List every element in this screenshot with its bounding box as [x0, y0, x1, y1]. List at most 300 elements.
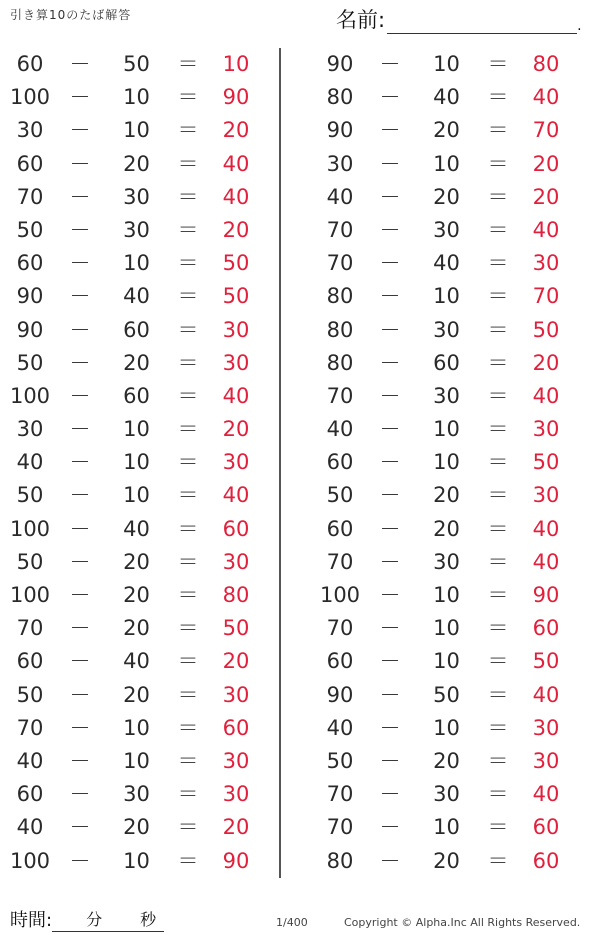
- answer: 10: [222, 52, 250, 76]
- problem-row: [5, 679, 280, 712]
- equals-sign: ＝: [177, 383, 199, 408]
- minuend: 60: [16, 649, 44, 674]
- problem-row: [5, 745, 280, 778]
- problem-row: [315, 380, 590, 413]
- equals-sign: ＝: [487, 848, 509, 873]
- name-field: [336, 4, 582, 34]
- problem-row: [5, 645, 280, 678]
- subtrahend: 10: [433, 284, 460, 309]
- equals-sign: ＝: [177, 284, 199, 309]
- answer: 30: [532, 715, 560, 740]
- equals-sign: ＝: [487, 417, 509, 442]
- minuend: 100: [9, 85, 51, 110]
- page-number: 1/400: [276, 916, 308, 929]
- equals-sign: ＝: [487, 815, 509, 840]
- equals-sign: ＝: [177, 815, 199, 840]
- problem-row: [315, 546, 590, 579]
- minuend: 60: [326, 516, 354, 541]
- name-blank-line: [387, 13, 577, 34]
- minuend: 70: [16, 616, 44, 641]
- time-field: [10, 906, 164, 932]
- problem-row: [5, 778, 280, 811]
- answer: 60: [532, 848, 560, 873]
- subtrahend: 50: [433, 682, 460, 707]
- equals-sign: ＝: [487, 284, 509, 309]
- subtrahend: 20: [123, 549, 150, 574]
- subtrahend: 20: [123, 682, 150, 707]
- subtrahend: 10: [433, 815, 460, 840]
- minus-sign: －: [379, 782, 401, 807]
- equals-sign: ＝: [177, 748, 199, 773]
- equals-sign: ＝: [487, 450, 509, 475]
- minuend: 100: [9, 583, 51, 607]
- problem-row: [315, 347, 590, 380]
- minus-sign: －: [379, 715, 401, 740]
- answer: 30: [222, 748, 250, 773]
- problem-row: [315, 645, 590, 678]
- problem-row: [315, 181, 590, 214]
- answer: 50: [222, 284, 250, 309]
- minus-sign: －: [69, 251, 91, 276]
- answer: 90: [222, 848, 250, 873]
- subtrahend: 10: [123, 417, 150, 442]
- problem-row: [5, 579, 280, 612]
- subtrahend: 20: [123, 350, 150, 375]
- minuend: 40: [16, 815, 44, 840]
- answer: 90: [532, 583, 560, 607]
- answer: 40: [222, 483, 250, 508]
- equals-sign: ＝: [487, 350, 509, 375]
- problem-row: [5, 845, 280, 878]
- problem-row: [315, 612, 590, 645]
- minuend: 60: [16, 52, 44, 76]
- equals-sign: ＝: [487, 782, 509, 807]
- equals-sign: ＝: [177, 217, 199, 242]
- minuend: 50: [326, 748, 354, 773]
- equals-sign: ＝: [487, 616, 509, 641]
- problem-row: [315, 280, 590, 313]
- subtrahend: 30: [123, 184, 150, 209]
- minus-sign: －: [69, 782, 91, 807]
- minus-sign: －: [379, 184, 401, 209]
- equals-sign: ＝: [487, 217, 509, 242]
- problem-row: [5, 413, 280, 446]
- minuend: 40: [16, 450, 44, 475]
- subtrahend: 20: [123, 815, 150, 840]
- seconds-label: 秒: [140, 910, 157, 929]
- equals-sign: ＝: [487, 383, 509, 408]
- answer: 40: [222, 383, 250, 408]
- minus-sign: －: [379, 118, 401, 143]
- problem-row: [5, 114, 280, 147]
- minuend: 100: [9, 516, 51, 541]
- minuend: 40: [326, 417, 354, 442]
- subtrahend: 60: [123, 383, 150, 408]
- minus-sign: －: [69, 383, 91, 408]
- minus-sign: －: [379, 383, 401, 408]
- problem-row: [315, 712, 590, 745]
- subtrahend: 10: [433, 616, 460, 641]
- answer: 30: [532, 251, 560, 276]
- answer: 30: [222, 450, 250, 475]
- minuend: 50: [16, 217, 44, 242]
- minus-sign: －: [69, 516, 91, 541]
- problem-row: [315, 114, 590, 147]
- problem-row: [5, 446, 280, 479]
- copyright-notice: Copyright © Alpha.Inc All Rights Reserved.: [344, 916, 581, 929]
- problem-row: [5, 247, 280, 280]
- problem-row: [315, 811, 590, 844]
- problem-row: [5, 546, 280, 579]
- minus-sign: －: [69, 118, 91, 143]
- equals-sign: ＝: [487, 85, 509, 110]
- answer: 60: [532, 815, 560, 840]
- subtrahend: 30: [433, 549, 460, 574]
- minuend: 90: [326, 682, 354, 707]
- minus-sign: －: [379, 151, 401, 176]
- subtrahend: 30: [433, 317, 460, 342]
- minus-sign: －: [69, 284, 91, 309]
- equals-sign: ＝: [487, 748, 509, 773]
- answer: 40: [532, 682, 560, 707]
- minutes-label: 分: [86, 910, 103, 929]
- subtrahend: 20: [433, 184, 460, 209]
- equals-sign: ＝: [177, 682, 199, 707]
- problem-row: [315, 513, 590, 546]
- answer: 50: [532, 649, 560, 674]
- minus-sign: －: [69, 549, 91, 574]
- subtrahend: 20: [433, 118, 460, 143]
- answer: 40: [222, 184, 250, 209]
- answer: 90: [222, 85, 250, 110]
- equals-sign: ＝: [177, 151, 199, 176]
- equals-sign: ＝: [487, 151, 509, 176]
- problem-row: [5, 181, 280, 214]
- minus-sign: －: [69, 450, 91, 475]
- time-label: 時間:: [10, 910, 53, 931]
- time-blank-line: [52, 911, 164, 932]
- minus-sign: －: [69, 483, 91, 508]
- answer: 40: [222, 151, 250, 176]
- answer: 80: [532, 52, 560, 76]
- problem-row: [5, 479, 280, 512]
- minus-sign: －: [69, 350, 91, 375]
- minus-sign: －: [379, 284, 401, 309]
- minuend: 50: [16, 483, 44, 508]
- answer: 50: [222, 616, 250, 641]
- problem-row: [315, 81, 590, 114]
- minuend: 80: [326, 848, 354, 873]
- answer: 20: [222, 417, 250, 442]
- minus-sign: －: [379, 450, 401, 475]
- answer: 40: [532, 217, 560, 242]
- minuend: 80: [326, 350, 354, 375]
- problem-row: [315, 845, 590, 878]
- subtrahend: 20: [123, 583, 150, 607]
- subtrahend: 30: [433, 383, 460, 408]
- minuend: 70: [16, 715, 44, 740]
- answer: 30: [222, 782, 250, 807]
- minus-sign: －: [69, 748, 91, 773]
- minus-sign: －: [379, 85, 401, 110]
- answer: 40: [532, 516, 560, 541]
- minus-sign: －: [379, 251, 401, 276]
- subtrahend: 20: [433, 848, 460, 873]
- subtrahend: 60: [433, 350, 460, 375]
- problem-row: [5, 314, 280, 347]
- minuend: 90: [16, 284, 44, 309]
- minus-sign: －: [69, 583, 91, 607]
- minus-sign: －: [379, 649, 401, 674]
- subtrahend: 10: [123, 483, 150, 508]
- equals-sign: ＝: [177, 118, 199, 143]
- problem-row: [315, 745, 590, 778]
- answer: 50: [532, 317, 560, 342]
- answer: 70: [532, 284, 560, 309]
- minuend: 90: [16, 317, 44, 342]
- problem-row: [315, 579, 590, 612]
- minuend: 70: [326, 549, 354, 574]
- minuend: 70: [326, 217, 354, 242]
- subtrahend: 30: [433, 782, 460, 807]
- minus-sign: －: [69, 848, 91, 873]
- left-problem-column: [5, 48, 280, 878]
- problem-row: [5, 811, 280, 844]
- problem-row: [5, 380, 280, 413]
- answer: 30: [222, 317, 250, 342]
- subtrahend: 10: [123, 118, 150, 143]
- equals-sign: ＝: [487, 184, 509, 209]
- problem-row: [315, 778, 590, 811]
- minus-sign: －: [69, 85, 91, 110]
- equals-sign: ＝: [177, 649, 199, 674]
- minus-sign: －: [69, 682, 91, 707]
- subtrahend: 50: [123, 52, 150, 76]
- equals-sign: ＝: [177, 85, 199, 110]
- problem-row: [5, 81, 280, 114]
- problem-row: [315, 314, 590, 347]
- answer: 60: [532, 616, 560, 641]
- minus-sign: －: [69, 317, 91, 342]
- minuend: 100: [319, 583, 361, 607]
- subtrahend: 10: [123, 85, 150, 110]
- subtrahend: 20: [123, 616, 150, 641]
- problem-row: [315, 247, 590, 280]
- name-end-dot: .: [577, 18, 582, 34]
- minus-sign: －: [69, 184, 91, 209]
- minuend: 70: [326, 782, 354, 807]
- subtrahend: 10: [433, 649, 460, 674]
- answer: 50: [222, 251, 250, 276]
- subtrahend: 10: [123, 748, 150, 773]
- minuend: 30: [16, 118, 44, 143]
- answer: 20: [532, 184, 560, 209]
- subtrahend: 10: [433, 52, 460, 76]
- subtrahend: 30: [123, 782, 150, 807]
- equals-sign: ＝: [177, 616, 199, 641]
- minuend: 30: [16, 417, 44, 442]
- minus-sign: －: [379, 848, 401, 873]
- name-label: 名前:: [336, 8, 386, 32]
- minuend: 100: [9, 848, 51, 873]
- minuend: 40: [326, 715, 354, 740]
- equals-sign: ＝: [487, 682, 509, 707]
- minus-sign: －: [379, 217, 401, 242]
- minuend: 80: [326, 317, 354, 342]
- minuend: 60: [16, 151, 44, 176]
- minus-sign: －: [379, 616, 401, 641]
- answer: 20: [222, 649, 250, 674]
- subtrahend: 10: [433, 417, 460, 442]
- equals-sign: ＝: [177, 251, 199, 276]
- equals-sign: ＝: [487, 483, 509, 508]
- answer: 30: [532, 748, 560, 773]
- problem-row: [5, 612, 280, 645]
- equals-sign: ＝: [177, 52, 199, 76]
- minus-sign: －: [69, 649, 91, 674]
- equals-sign: ＝: [177, 516, 199, 541]
- subtrahend: 20: [123, 151, 150, 176]
- answer: 40: [532, 782, 560, 807]
- answer: 30: [532, 483, 560, 508]
- answer: 60: [222, 715, 250, 740]
- answer: 20: [222, 118, 250, 143]
- answer: 30: [222, 682, 250, 707]
- subtrahend: 10: [433, 583, 460, 607]
- problem-row: [5, 280, 280, 313]
- minus-sign: －: [379, 516, 401, 541]
- minus-sign: －: [379, 52, 401, 76]
- problem-row: [5, 513, 280, 546]
- equals-sign: ＝: [487, 549, 509, 574]
- answer: 40: [532, 85, 560, 110]
- equals-sign: ＝: [487, 516, 509, 541]
- minus-sign: －: [379, 748, 401, 773]
- subtrahend: 20: [433, 748, 460, 773]
- problem-row: [315, 148, 590, 181]
- minuend: 60: [326, 450, 354, 475]
- minus-sign: －: [69, 151, 91, 176]
- minus-sign: －: [379, 549, 401, 574]
- equals-sign: ＝: [177, 450, 199, 475]
- minus-sign: －: [379, 483, 401, 508]
- problem-row: [315, 48, 590, 81]
- equals-sign: ＝: [177, 715, 199, 740]
- minus-sign: －: [379, 682, 401, 707]
- equals-sign: ＝: [177, 549, 199, 574]
- answer: 30: [532, 417, 560, 442]
- problem-row: [5, 347, 280, 380]
- subtrahend: 40: [123, 516, 150, 541]
- minuend: 50: [16, 350, 44, 375]
- subtrahend: 10: [433, 151, 460, 176]
- subtrahend: 40: [433, 85, 460, 110]
- answer: 50: [532, 450, 560, 475]
- minus-sign: －: [69, 815, 91, 840]
- equals-sign: ＝: [177, 350, 199, 375]
- equals-sign: ＝: [487, 649, 509, 674]
- minus-sign: －: [379, 417, 401, 442]
- subtrahend: 10: [123, 450, 150, 475]
- answer: 40: [532, 549, 560, 574]
- equals-sign: ＝: [177, 417, 199, 442]
- subtrahend: 30: [433, 217, 460, 242]
- minuend: 70: [326, 383, 354, 408]
- subtrahend: 20: [433, 516, 460, 541]
- right-problem-column: [315, 48, 590, 878]
- subtrahend: 40: [433, 251, 460, 276]
- minus-sign: －: [69, 217, 91, 242]
- minuend: 40: [326, 184, 354, 209]
- minuend: 90: [326, 118, 354, 143]
- minuend: 60: [16, 782, 44, 807]
- answer: 80: [222, 583, 250, 607]
- answer: 20: [532, 151, 560, 176]
- minuend: 100: [9, 383, 51, 408]
- equals-sign: ＝: [487, 715, 509, 740]
- equals-sign: ＝: [487, 583, 509, 607]
- equals-sign: ＝: [487, 118, 509, 143]
- answer: 20: [222, 815, 250, 840]
- minuend: 60: [326, 649, 354, 674]
- subtrahend: 40: [123, 649, 150, 674]
- equals-sign: ＝: [177, 782, 199, 807]
- problem-row: [315, 479, 590, 512]
- minus-sign: －: [69, 715, 91, 740]
- answer: 70: [532, 118, 560, 143]
- problem-row: [5, 214, 280, 247]
- minus-sign: －: [379, 815, 401, 840]
- subtrahend: 10: [123, 848, 150, 873]
- answer: 30: [222, 350, 250, 375]
- minuend: 90: [326, 52, 354, 76]
- subtrahend: 20: [433, 483, 460, 508]
- answer: 30: [222, 549, 250, 574]
- minuend: 50: [326, 483, 354, 508]
- answer: 20: [532, 350, 560, 375]
- equals-sign: ＝: [487, 52, 509, 76]
- equals-sign: ＝: [487, 317, 509, 342]
- problem-row: [5, 48, 280, 81]
- subtrahend: 10: [123, 715, 150, 740]
- subtrahend: 40: [123, 284, 150, 309]
- sheet-title: 引き算10のたば解答: [10, 8, 132, 22]
- subtrahend: 10: [123, 251, 150, 276]
- equals-sign: ＝: [177, 184, 199, 209]
- minuend: 40: [16, 748, 44, 773]
- minuend: 60: [16, 251, 44, 276]
- equals-sign: ＝: [177, 583, 199, 607]
- minus-sign: －: [69, 52, 91, 76]
- problem-row: [315, 413, 590, 446]
- minus-sign: －: [379, 317, 401, 342]
- minus-sign: －: [379, 350, 401, 375]
- problem-row: [315, 446, 590, 479]
- answer: 60: [222, 516, 250, 541]
- equals-sign: ＝: [487, 251, 509, 276]
- minuend: 80: [326, 284, 354, 309]
- minuend: 70: [326, 815, 354, 840]
- equals-sign: ＝: [177, 317, 199, 342]
- problem-row: [5, 148, 280, 181]
- subtrahend: 10: [433, 715, 460, 740]
- problem-row: [315, 214, 590, 247]
- problem-row: [5, 712, 280, 745]
- minuend: 80: [326, 85, 354, 110]
- minuend: 50: [16, 549, 44, 574]
- subtrahend: 30: [123, 217, 150, 242]
- minuend: 70: [326, 251, 354, 276]
